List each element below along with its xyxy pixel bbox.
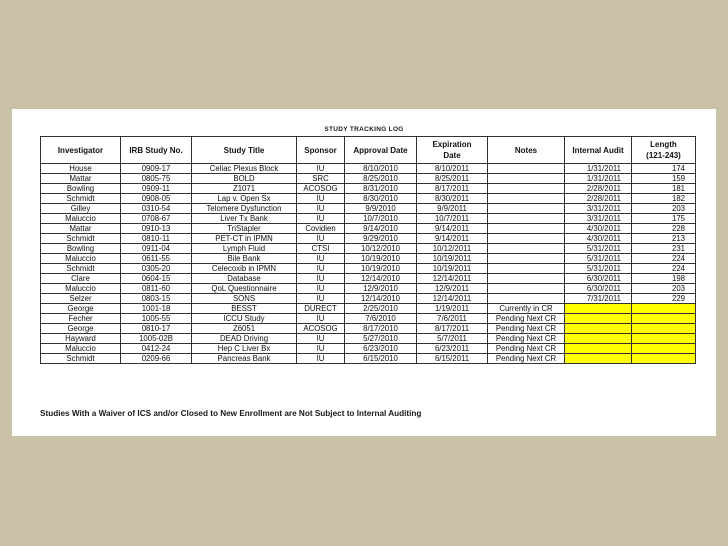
cell-approval: 8/10/2010 [345, 164, 417, 174]
cell-irb: 0805-75 [121, 174, 192, 184]
cell-audit: 3/31/2011 [565, 214, 632, 224]
cell-study-title: Lap v. Open Sx [192, 194, 297, 204]
cell-expiration: 9/14/2011 [417, 224, 488, 234]
table-row [41, 274, 696, 284]
cell-sponsor: IU [297, 164, 345, 174]
cell-notes [488, 234, 565, 244]
cell-irb: 0305-20 [121, 264, 192, 274]
cell-length: 203 [632, 204, 696, 214]
cell-irb: 0810-11 [121, 234, 192, 244]
header-investigator: Investigator [41, 137, 121, 164]
cell-investigator: Bowling [41, 244, 121, 254]
table-row [41, 194, 696, 204]
cell-expiration: 12/9/2011 [417, 284, 488, 294]
cell-approval: 9/29/2010 [345, 234, 417, 244]
cell-investigator: Maluccio [41, 214, 121, 224]
cell-irb: 0310-54 [121, 204, 192, 214]
cell-sponsor: ACOSOG [297, 324, 345, 334]
cell-sponsor: SRC [297, 174, 345, 184]
table-row [41, 344, 696, 354]
cell-sponsor: IU [297, 354, 345, 364]
cell-expiration: 6/23/2011 [417, 344, 488, 354]
cell-audit: 5/31/2011 [565, 264, 632, 274]
cell-length: 229 [632, 294, 696, 304]
cell-investigator: Selzer [41, 294, 121, 304]
cell-audit [565, 314, 632, 324]
cell-notes: Pending Next CR [488, 344, 565, 354]
header-notes: Notes [488, 137, 565, 164]
cell-sponsor: Covidien [297, 224, 345, 234]
cell-approval: 10/19/2010 [345, 254, 417, 264]
cell-study-title: TriStapler [192, 224, 297, 234]
cell-expiration: 9/9/2011 [417, 204, 488, 214]
cell-sponsor: IU [297, 314, 345, 324]
cell-notes [488, 204, 565, 214]
cell-expiration: 7/6/2011 [417, 314, 488, 324]
cell-length [632, 314, 696, 324]
cell-expiration: 5/7/2011 [417, 334, 488, 344]
cell-sponsor: IU [297, 334, 345, 344]
cell-sponsor: IU [297, 254, 345, 264]
header-study-title: Study Title [192, 137, 297, 164]
cell-approval: 9/14/2010 [345, 224, 417, 234]
cell-length: 203 [632, 284, 696, 294]
study-tracking-table [40, 136, 696, 364]
cell-investigator: Maluccio [41, 284, 121, 294]
cell-expiration: 8/10/2011 [417, 164, 488, 174]
cell-study-title: SONS [192, 294, 297, 304]
cell-audit [565, 344, 632, 354]
cell-notes [488, 264, 565, 274]
cell-approval: 8/25/2010 [345, 174, 417, 184]
cell-approval: 6/15/2010 [345, 354, 417, 364]
cell-expiration: 8/17/2011 [417, 324, 488, 334]
cell-audit: 2/28/2011 [565, 184, 632, 194]
cell-notes [488, 184, 565, 194]
cell-irb: 0810-17 [121, 324, 192, 334]
cell-approval: 8/17/2010 [345, 324, 417, 334]
cell-length [632, 304, 696, 314]
cell-notes: Pending Next CR [488, 354, 565, 364]
cell-sponsor: IU [297, 204, 345, 214]
cell-length: 224 [632, 254, 696, 264]
cell-length [632, 324, 696, 334]
cell-approval: 12/14/2010 [345, 294, 417, 304]
cell-sponsor: IU [297, 294, 345, 304]
cell-audit [565, 324, 632, 334]
cell-study-title: Pancreas Bank [192, 354, 297, 364]
cell-expiration: 10/12/2011 [417, 244, 488, 254]
cell-investigator: Hayward [41, 334, 121, 344]
cell-study-title: PET-CT in IPMN [192, 234, 297, 244]
cell-study-title: BESST [192, 304, 297, 314]
cell-length: 159 [632, 174, 696, 184]
cell-sponsor: IU [297, 274, 345, 284]
cell-expiration: 1/19/2011 [417, 304, 488, 314]
table-row [41, 324, 696, 334]
cell-audit [565, 304, 632, 314]
cell-irb: 0209-66 [121, 354, 192, 364]
header-row [41, 137, 696, 164]
cell-study-title: Z1071 [192, 184, 297, 194]
cell-investigator: Schmidt [41, 354, 121, 364]
cell-audit: 5/31/2011 [565, 244, 632, 254]
cell-audit: 5/31/2011 [565, 254, 632, 264]
cell-sponsor: IU [297, 214, 345, 224]
cell-sponsor: IU [297, 344, 345, 354]
cell-investigator: George [41, 304, 121, 314]
header-expiration-line2: Date [443, 151, 461, 160]
cell-study-title: Bile Bank [192, 254, 297, 264]
table-row [41, 294, 696, 304]
cell-expiration: 12/14/2011 [417, 294, 488, 304]
cell-notes [488, 194, 565, 204]
cell-irb: 1005-55 [121, 314, 192, 324]
header-expiration [417, 137, 488, 164]
cell-approval: 12/14/2010 [345, 274, 417, 284]
table-row [41, 224, 696, 234]
cell-investigator: House [41, 164, 121, 174]
header-length [632, 137, 696, 164]
cell-irb: 0910-13 [121, 224, 192, 234]
table-row [41, 314, 696, 324]
cell-sponsor: DURECT [297, 304, 345, 314]
cell-irb: 0412-24 [121, 344, 192, 354]
cell-irb: 0811-60 [121, 284, 192, 294]
cell-expiration: 9/14/2011 [417, 234, 488, 244]
table-row [41, 164, 696, 174]
header-approval: Approval Date [345, 137, 417, 164]
table-row [41, 254, 696, 264]
cell-length [632, 334, 696, 344]
cell-approval: 10/7/2010 [345, 214, 417, 224]
header-length-line1: Length [650, 140, 677, 149]
cell-length: 224 [632, 264, 696, 274]
cell-approval: 12/9/2010 [345, 284, 417, 294]
cell-irb: 1005-02B [121, 334, 192, 344]
cell-notes [488, 164, 565, 174]
cell-irb: 0908-05 [121, 194, 192, 204]
cell-length [632, 344, 696, 354]
cell-study-title: Database [192, 274, 297, 284]
header-sponsor: Sponsor [297, 137, 345, 164]
cell-length: 182 [632, 194, 696, 204]
cell-investigator: Schmidt [41, 194, 121, 204]
table-row [41, 204, 696, 214]
cell-expiration: 8/17/2011 [417, 184, 488, 194]
cell-study-title: Telomere Dysfunction [192, 204, 297, 214]
cell-irb: 0911-04 [121, 244, 192, 254]
cell-irb: 0909-11 [121, 184, 192, 194]
cell-length: 213 [632, 234, 696, 244]
cell-notes [488, 294, 565, 304]
cell-expiration: 10/19/2011 [417, 254, 488, 264]
cell-audit: 1/31/2011 [565, 174, 632, 184]
cell-irb: 0803-15 [121, 294, 192, 304]
cell-approval: 2/25/2010 [345, 304, 417, 314]
cell-investigator: Schmidt [41, 234, 121, 244]
cell-notes: Pending Next CR [488, 324, 565, 334]
cell-sponsor: IU [297, 234, 345, 244]
cell-length: 228 [632, 224, 696, 234]
cell-audit: 6/30/2011 [565, 274, 632, 284]
cell-approval: 10/19/2010 [345, 264, 417, 274]
table-row [41, 214, 696, 224]
cell-length [632, 354, 696, 364]
cell-notes: Currently in CR [488, 304, 565, 314]
cell-approval: 8/31/2010 [345, 184, 417, 194]
table-row [41, 334, 696, 344]
cell-irb: 0611-55 [121, 254, 192, 264]
cell-study-title: Liver Tx Bank [192, 214, 297, 224]
header-audit: Internal Audit [565, 137, 632, 164]
cell-sponsor: ACOSOG [297, 184, 345, 194]
cell-irb: 1001-18 [121, 304, 192, 314]
cell-investigator: Mattar [41, 174, 121, 184]
cell-study-title: Lymph Fluid [192, 244, 297, 254]
cell-length: 198 [632, 274, 696, 284]
table-row [41, 234, 696, 244]
cell-irb: 0604-15 [121, 274, 192, 284]
cell-sponsor: IU [297, 194, 345, 204]
cell-audit: 4/30/2011 [565, 224, 632, 234]
cell-irb: 0708-67 [121, 214, 192, 224]
table-row [41, 264, 696, 274]
cell-expiration: 10/7/2011 [417, 214, 488, 224]
cell-audit [565, 354, 632, 364]
cell-approval: 10/12/2010 [345, 244, 417, 254]
cell-investigator: Mattar [41, 224, 121, 234]
cell-audit: 3/31/2011 [565, 204, 632, 214]
cell-study-title: Celiac Plexus Block [192, 164, 297, 174]
cell-notes [488, 214, 565, 224]
cell-notes [488, 284, 565, 294]
cell-audit: 4/30/2011 [565, 234, 632, 244]
cell-audit: 6/30/2011 [565, 284, 632, 294]
table-row [41, 284, 696, 294]
cell-study-title: BOLD [192, 174, 297, 184]
cell-sponsor: IU [297, 264, 345, 274]
cell-expiration: 10/19/2011 [417, 264, 488, 274]
header-length-line2: (121-243) [646, 151, 681, 160]
table-row [41, 174, 696, 184]
cell-expiration: 6/15/2011 [417, 354, 488, 364]
cell-approval: 7/6/2010 [345, 314, 417, 324]
cell-approval: 8/30/2010 [345, 194, 417, 204]
cell-audit [565, 334, 632, 344]
cell-sponsor: CTSI [297, 244, 345, 254]
cell-audit: 2/28/2011 [565, 194, 632, 204]
cell-investigator: Maluccio [41, 344, 121, 354]
cell-length: 231 [632, 244, 696, 254]
cell-notes [488, 244, 565, 254]
cell-investigator: Maluccio [41, 254, 121, 264]
cell-study-title: DEAD Driving [192, 334, 297, 344]
cell-study-title: Z6051 [192, 324, 297, 334]
cell-notes [488, 274, 565, 284]
slide [12, 109, 716, 436]
cell-sponsor: IU [297, 284, 345, 294]
cell-length: 181 [632, 184, 696, 194]
cell-investigator: Fecher [41, 314, 121, 324]
cell-approval: 9/9/2010 [345, 204, 417, 214]
cell-expiration: 12/14/2011 [417, 274, 488, 284]
cell-audit: 7/31/2011 [565, 294, 632, 304]
cell-approval: 5/27/2010 [345, 334, 417, 344]
table-row [41, 184, 696, 194]
cell-notes: Pending Next CR [488, 334, 565, 344]
cell-approval: 6/23/2010 [345, 344, 417, 354]
cell-expiration: 8/30/2011 [417, 194, 488, 204]
cell-notes [488, 224, 565, 234]
cell-study-title: Celecoxib in IPMN [192, 264, 297, 274]
cell-investigator: George [41, 324, 121, 334]
header-irb: IRB Study No. [121, 137, 192, 164]
table-row [41, 354, 696, 364]
cell-notes [488, 254, 565, 264]
log-title: STUDY TRACKING LOG [324, 126, 404, 133]
cell-irb: 0909-17 [121, 164, 192, 174]
cell-investigator: Clare [41, 274, 121, 284]
cell-study-title: ICCU Study [192, 314, 297, 324]
cell-notes [488, 174, 565, 184]
footnote: Studies With a Waiver of ICS and/or Closed to New Enrollment are Not Subject to Internal Auditing [40, 409, 422, 418]
cell-length: 175 [632, 214, 696, 224]
cell-notes: Pending Next CR [488, 314, 565, 324]
table-row [41, 244, 696, 254]
cell-investigator: Schmidt [41, 264, 121, 274]
cell-length: 174 [632, 164, 696, 174]
cell-audit: 1/31/2011 [565, 164, 632, 174]
cell-investigator: Bowling [41, 184, 121, 194]
table-row [41, 304, 696, 314]
cell-expiration: 8/25/2011 [417, 174, 488, 184]
header-expiration-line1: Expiration [432, 140, 472, 149]
cell-study-title: Hep C Liver Bx [192, 344, 297, 354]
cell-study-title: QoL Questionnaire [192, 284, 297, 294]
cell-investigator: Gilley [41, 204, 121, 214]
